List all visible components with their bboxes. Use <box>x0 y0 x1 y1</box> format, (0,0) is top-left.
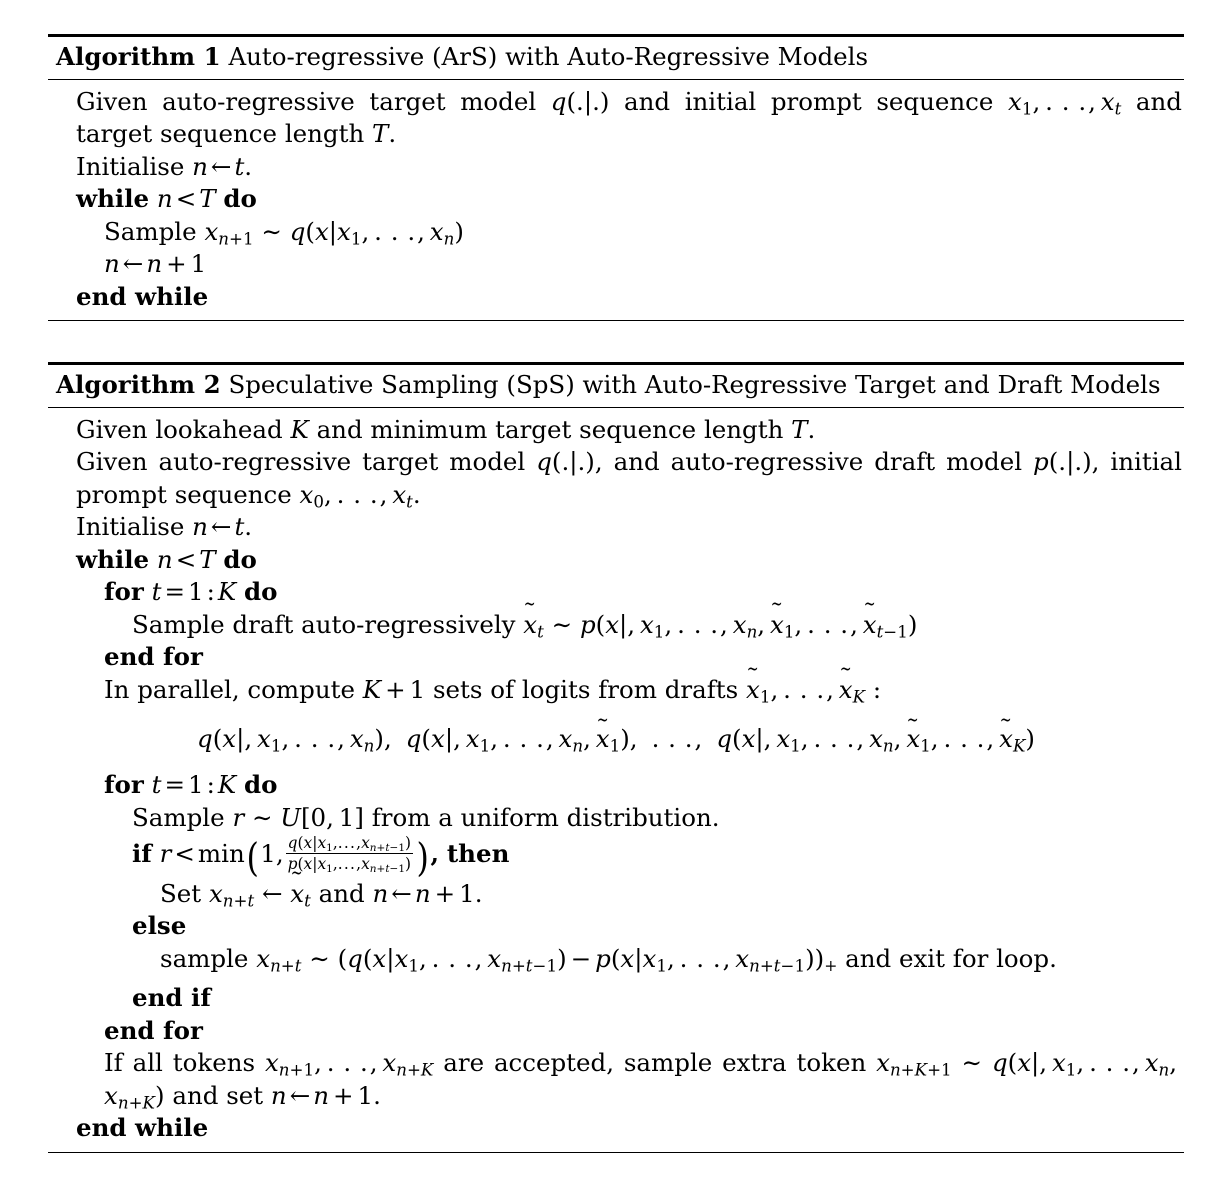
word-target-model: auto-regressive target model <box>162 86 537 116</box>
algorithm-2-label: Algorithm 2 <box>56 370 221 399</box>
math-q-cond-x1-xn: $q(x|x_1$, . . ., $x_n$) <box>289 216 464 249</box>
word-initial-prompt: , initial prompt <box>76 447 1182 509</box>
algorithm-2-caption <box>48 365 1184 407</box>
algorithm-2-line-sample-residual <box>132 943 1184 983</box>
algorithm-1-body <box>48 80 1184 321</box>
algorithm-1-rule-bottom <box>48 320 1184 321</box>
word-if-all-tokens: If all tokens <box>104 1048 256 1078</box>
math-q-extra-token: q(x|, $x_1$, . . ., $x_n$, $x_{n+K}$) <box>104 1048 1182 1113</box>
word-and-set: and set <box>172 1080 264 1110</box>
word-and-1: and <box>318 878 365 908</box>
algorithm-2-rule-bottom <box>48 1152 1184 1153</box>
algorithm-1-label: Algorithm 1 <box>56 42 221 71</box>
math-T: T <box>372 119 389 149</box>
math-x-nK1: $x_{n+K+1}$ <box>876 1048 952 1081</box>
math-U-0-1: U[0, 1] <box>280 802 364 832</box>
math-x1-dots-xt: $x_1$, . . ., $x_t$ <box>1008 86 1122 119</box>
math-sim-5: ∼ <box>961 1048 983 1078</box>
fraction-numerator: $q(x|x_1,...,x_{n+t-1})$ <box>287 834 412 855</box>
word-sequence: sequence <box>174 479 292 509</box>
math-p-dot-bar-dot: p(.|.) <box>1033 447 1092 477</box>
math-n-lt-T-2: n < T <box>156 544 216 574</box>
math-leftarrow-1: ← <box>261 878 283 908</box>
algorithm-2-line-end-while <box>48 1112 1184 1145</box>
math-n-assign-t: n ← t <box>192 151 245 181</box>
math-x-n1-dots-x-nK: $x_{n+1}$, . . ., $x_{n+K}$ <box>264 1048 434 1081</box>
math-tilde-sim: ∼ <box>261 216 282 246</box>
colon-1: : <box>872 674 882 704</box>
algorithm-1-line-end-while <box>48 281 1184 314</box>
algorithm-1-line-while <box>48 183 1184 216</box>
math-tilde-x1-dots-tilde-xK: ~ $x_1$, . . ., ~ $x_K$ <box>746 675 865 704</box>
word-and-target-sequence: and target sequence <box>76 86 1182 149</box>
word-sample-2: Sample <box>132 802 225 832</box>
math-sim-4: ∼ <box>309 943 330 973</box>
math-eq-term-3: q(x|, $x_1$, . . ., $x_n$, ~ $x_1$, . . ., ~ $x_K$) <box>716 724 1035 753</box>
algorithm-2-line-lookahead <box>48 414 1184 447</box>
word-length: length <box>284 119 365 149</box>
keyword-do-4: do <box>243 770 278 800</box>
fraction-denominator: $p(x|x_1,...,x_{n+t-1})$ <box>287 855 412 876</box>
period-4: . <box>412 479 421 509</box>
word-sample-draft: Sample draft auto-regressively <box>132 609 516 639</box>
math-one: 1, <box>260 839 284 869</box>
algorithm-2-line-else <box>104 910 1184 943</box>
math-p-draft-cond: p(x|, $x_1$, . . ., $x_n$, ~ $x_1$, . . ., ~ $x_{t-1}$) <box>580 610 917 639</box>
algorithm-2-line-end-for-1 <box>76 641 1184 674</box>
word-sample-low: sample <box>160 943 249 973</box>
math-t-eq-1-K-2: t = 1 : K <box>151 770 237 800</box>
math-n-assign-n-plus-1-3: n ← n + 1 <box>270 1080 374 1110</box>
keyword-else: else <box>132 911 187 941</box>
algorithm-2-block <box>48 362 1184 1153</box>
word-given-lookahead: Given lookahead <box>76 414 283 444</box>
algorithm-2-line-end-for-2 <box>76 1015 1184 1048</box>
math-residual-distribution: ($q(x|x_1$, . . ., $x_{n+t-1}) - p(x|x_1$, . . ., $x_{n+t-1}))+$ <box>337 943 838 976</box>
math-min-label: min <box>197 839 245 869</box>
keyword-while: while <box>76 184 150 214</box>
algorithm-1-block <box>48 34 1184 321</box>
math-x-n-plus-1: $x_{n+1}$ <box>204 216 254 249</box>
algorithm-2-line-while <box>48 544 1184 577</box>
math-q-dot-bar-dot: q(.|.) <box>550 86 610 116</box>
algorithm-2-line-end-if <box>104 982 1184 1015</box>
paren-close-big: ) <box>416 834 429 881</box>
word-from-uniform: from a uniform distribution. <box>371 802 720 832</box>
word-min-target-seq-len: and minimum target sequence length <box>316 414 784 444</box>
math-K-plus-1: K + 1 <box>362 674 426 704</box>
keyword-do-3: do <box>243 577 278 607</box>
math-n-assign-n-plus-1: n ← n + 1 <box>104 249 207 279</box>
algorithm-1-line-given <box>48 86 1184 151</box>
math-r-lt: r < <box>159 839 195 869</box>
word-are-accepted: are accepted, sample extra token <box>443 1048 867 1078</box>
algorithm-2-line-set <box>132 878 1184 911</box>
math-r: r <box>232 802 245 832</box>
algorithm-2-line-sample-r <box>104 802 1184 835</box>
keyword-while-2: while <box>76 544 150 574</box>
math-x-n-plus-t: $x_{n+t}$ <box>208 878 255 911</box>
keyword-end-while-2: end while <box>76 1113 209 1143</box>
keyword-end-while: end while <box>76 281 209 311</box>
math-eq-term-2: q(x|, $x_1$, . . ., $x_n$, ~ $x_1$) <box>406 724 630 753</box>
comma-2: , <box>629 724 638 754</box>
algorithm-1-line-increment <box>76 248 1184 281</box>
math-n-lt-T: n < T <box>156 184 216 214</box>
math-tilde-x-t-2: ~ $x_t$ <box>290 879 311 908</box>
algorithm-2-line-in-parallel <box>76 674 1184 707</box>
word-target-model-2: auto-regressive target model <box>158 447 526 477</box>
algorithm-2-line-sample-draft <box>104 609 1184 642</box>
math-q-dot-bar-dot-2: q(.|.) <box>536 447 595 477</box>
math-sim-2: ∼ <box>551 609 573 639</box>
word-given-2: Given <box>76 447 148 477</box>
comma-then: , <box>430 839 440 869</box>
algorithm-1-line-initialise <box>48 151 1184 184</box>
keyword-end-for-2: end for <box>104 1015 203 1045</box>
algorithm-2-caption-text: Speculative Sampling (SpS) with Auto-Regressive Target and Draft Models <box>228 370 1161 399</box>
paren-open-big: ( <box>246 834 259 881</box>
word-and-exit: and exit for loop. <box>845 943 1057 973</box>
word-draft-model: , and auto-regressive draft model <box>594 447 1023 477</box>
math-tilde-x-t: ~ $x_t$ <box>523 610 544 639</box>
math-eq-term-1: q(x|, $x_1$, . . ., $x_n$) <box>197 724 384 756</box>
math-x-n-plus-t-2: $x_{n+t}$ <box>256 943 302 976</box>
word-initialise-2: Initialise <box>76 512 185 542</box>
word-sets-of-logits: sets of logits from drafts <box>432 674 739 704</box>
math-sim-3: ∼ <box>251 802 273 832</box>
keyword-end-for: end for <box>104 642 203 672</box>
period-3: . <box>807 414 816 444</box>
word-and-initial-prompt: and initial prompt sequence <box>624 86 994 116</box>
word-given: Given <box>76 86 148 116</box>
period-7: . <box>373 1080 381 1110</box>
keyword-then: then <box>446 839 510 869</box>
algorithm-2-display-equation <box>48 706 1184 769</box>
keyword-for-2: for <box>104 770 144 800</box>
math-t-eq-1-K: t = 1 : K <box>151 577 237 607</box>
keyword-end-if: end if <box>132 983 211 1013</box>
period-6: . <box>474 878 483 908</box>
algorithm-2-line-for-2 <box>76 769 1184 802</box>
period-2: . <box>244 151 253 181</box>
math-K: K <box>290 414 309 444</box>
algorithm-2-body <box>48 408 1184 1152</box>
keyword-do-2: do <box>223 544 257 574</box>
math-x0-dots-xt: $x_0$, . . ., $x_t$ <box>299 479 413 512</box>
math-acceptance-ratio-fraction <box>286 834 413 876</box>
math-T-2: T <box>791 414 808 444</box>
algorithm-2-line-for-1 <box>76 576 1184 609</box>
comma-3: , <box>694 724 703 754</box>
period-1: . <box>388 119 397 149</box>
word-in-parallel: In parallel, compute <box>104 674 355 704</box>
keyword-if: if <box>132 839 152 869</box>
keyword-for: for <box>104 577 144 607</box>
word-set: Set <box>160 878 202 908</box>
algorithm-1-caption-text: Auto-regressive (ArS) with Auto-Regressive Models <box>228 42 869 71</box>
math-n-assign-n-plus-1-2: n ← n + 1 <box>372 878 475 908</box>
algorithm-1-caption <box>48 37 1184 79</box>
algorithm-2-line-all-accepted <box>76 1047 1184 1112</box>
algorithm-1-line-sample <box>76 216 1184 249</box>
word-sample: Sample <box>104 216 197 246</box>
algorithm-2-line-initialise <box>48 511 1184 544</box>
comma-1: , <box>383 724 392 754</box>
period-5: . <box>244 512 253 542</box>
algorithm-2-line-given-models <box>48 446 1184 511</box>
keyword-do: do <box>223 184 257 214</box>
algorithm-2-line-if <box>104 834 1184 881</box>
math-n-assign-t-2: n ← t <box>192 512 245 542</box>
word-initialise: Initialise <box>76 151 185 181</box>
math-eq-ellipsis: . . . <box>651 724 695 754</box>
